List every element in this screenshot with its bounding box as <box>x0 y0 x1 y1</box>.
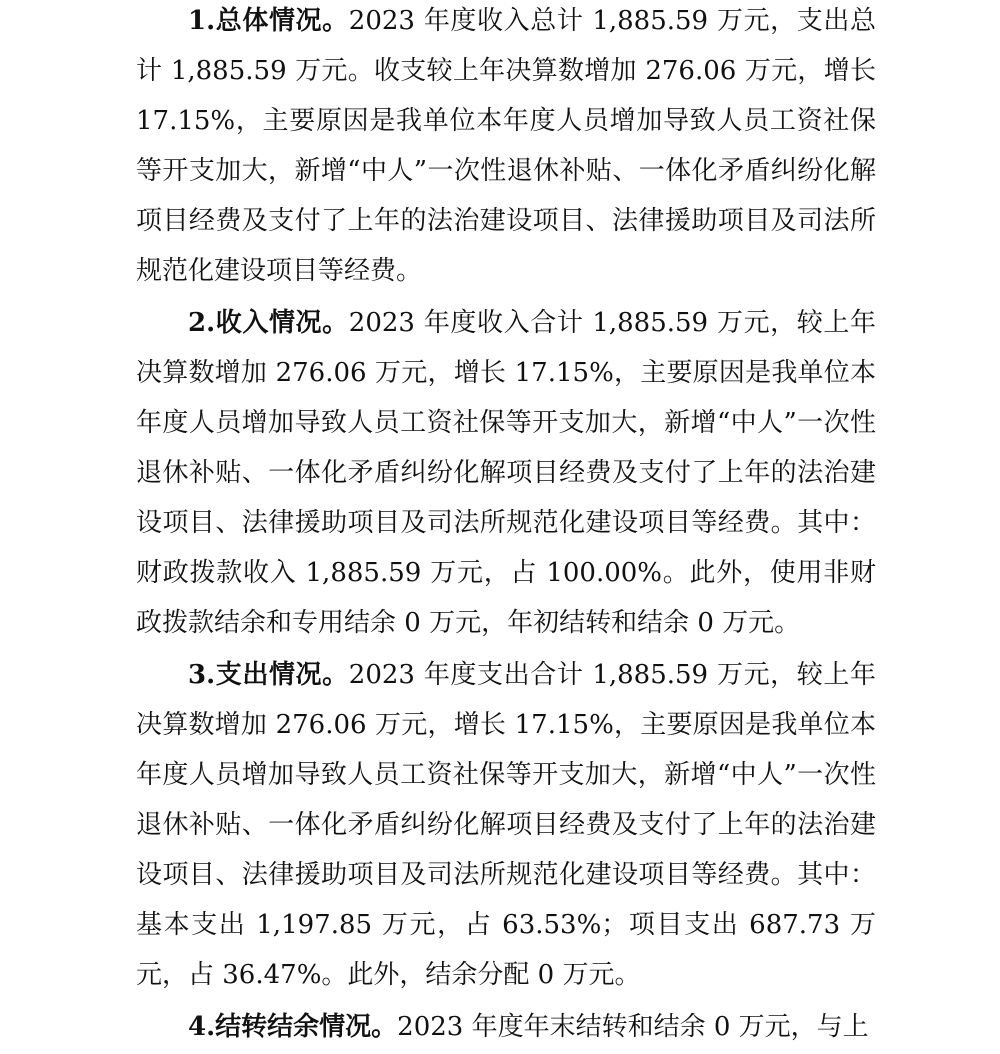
paragraph-income <box>136 298 876 648</box>
heading-carryover: 4.结转结余情况。 <box>188 1012 398 1042</box>
text-income: 2023 年度收入合计 1,885.59 万元，较上年决算数增加 276.06 万元，增长 17.15%，主要原因是我单位本年度人员增加导致人员工资社保等开支加大，新增“中人”一次性退休补贴、一体化矛盾纠纷化解项目经费及支付了上年的法治建设项目、法律援助项目及司法所规范化建设项目等经费。其中：财政拨款收入 1,885.59 万元，占 100.00%。此外，使用非财政拨款结余和专用结余 0 万元，年初结转和结余 0 万元。 <box>136 308 876 638</box>
text-expenditure: 2023 年度支出合计 1,885.59 万元，较上年决算数增加 276.06 万元，增长 17.15%，主要原因是我单位本年度人员增加导致人员工资社保等开支加大，新增“中人”一次性退休补贴、一体化矛盾纠纷化解项目经费及支付了上年的法治建设项目、法律援助项目及司法所规范化建设项目等经费。其中：基本支出 1,197.85 万元，占 63.53%；项目支出 687.73 万元，占 36.47%。此外，结余分配 0 万元。 <box>136 660 876 990</box>
paragraph-expenditure <box>136 650 876 1000</box>
heading-overall: 1.总体情况。 <box>188 6 349 36</box>
text-carryover: 2023 年度年末结转和结余 0 万元，与上 <box>397 1012 869 1042</box>
heading-expenditure: 3.支出情况。 <box>188 660 349 690</box>
paragraph-overall <box>136 0 876 296</box>
text-overall: 2023 年度收入总计 1,885.59 万元，支出总计 1,885.59 万元。收支较上年决算数增加 276.06 万元，增长 17.15%，主要原因是我单位本年度人员增加导致人员工资社保等开支加大，新增“中人”一次性退休补贴、一体化矛盾纠纷化解项目经费及支付了上年的法治建设项目、法律援助项目及司法所规范化建设项目等经费。 <box>136 6 876 286</box>
document-body <box>136 0 876 1054</box>
paragraph-carryover <box>136 1002 876 1052</box>
heading-income: 2.收入情况。 <box>188 308 349 338</box>
